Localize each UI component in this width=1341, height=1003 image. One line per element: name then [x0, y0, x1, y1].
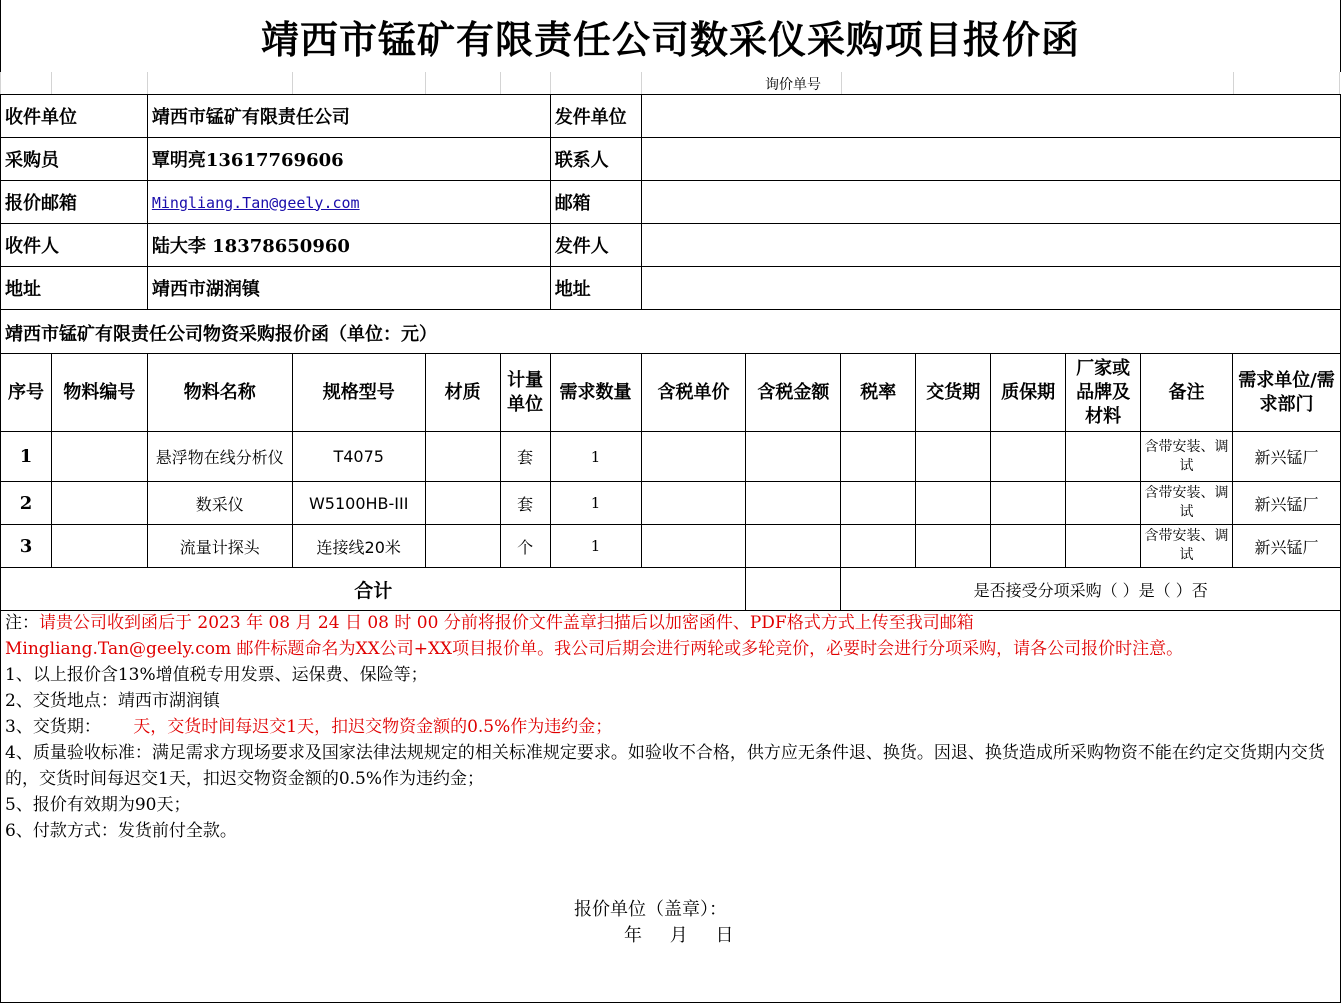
dept-cell: 新兴锰厂 [1233, 482, 1341, 525]
row-number: 2 [1, 482, 52, 525]
total-row [1, 568, 1341, 611]
note-item: 4、质量验收标准：满足需求方现场要求及国家法律法规规定的相关标准规定要求。如验收不合格，供方应无条件退、换货。因退、换货造成所采购物资不能在约定交货期内交货的，交货时间每迟交1天，扣迟交物资金额的0.5%作为违约金； [5, 743, 1325, 789]
delivery-period-text: 天，交货时间每迟交1天，扣迟交物资金额的0.5%作为违约金； [100, 717, 613, 737]
contact-person-label: 联系人 [550, 138, 641, 181]
table-header-row [1, 354, 1341, 432]
col-header: 规格型号 [292, 354, 425, 432]
note-item: 5、报价有效期为90天； [5, 795, 191, 815]
col-header: 交货期 [916, 354, 991, 432]
tax-rate-cell[interactable] [841, 482, 916, 525]
info-row [1, 181, 1341, 224]
spec-cell: 连接线20米 [292, 525, 425, 568]
page-title: 靖西市锰矿有限责任公司数采仪采购项目报价函 [0, 0, 1341, 72]
recipient-unit-label: 收件单位 [1, 95, 148, 138]
col-header: 需求单位/需求部门 [1233, 354, 1341, 432]
note-item: 1、以上报价含13%增值税专用发票、运保费、保险等； [5, 665, 428, 685]
col-header: 含税单价 [641, 354, 746, 432]
material-name-cell: 流量计探头 [147, 525, 292, 568]
email-notice: Mingliang.Tan@geely.com 邮件标题命名为XX公司+XX项目报价单。我公司后期会进行两轮或多轮竞价，必要时会进行分项采购，请各公司报价时注意。 [5, 639, 1184, 659]
note-item [5, 714, 1340, 740]
sender-address-label: 地址 [550, 267, 641, 310]
col-header: 物料编号 [51, 354, 147, 432]
buyer-label: 采购员 [1, 138, 148, 181]
info-row [1, 224, 1341, 267]
warranty-cell[interactable] [991, 482, 1066, 525]
buyer-value: 覃明亮13617769606 [147, 138, 550, 181]
amount-cell[interactable] [746, 525, 841, 568]
unit-cell: 套 [500, 432, 550, 482]
section-title: 靖西市锰矿有限责任公司物资采购报价函（单位：元） [0, 310, 1341, 353]
brand-cell[interactable] [1066, 525, 1141, 568]
brand-cell[interactable] [1066, 432, 1141, 482]
quote-email-cell [147, 181, 550, 224]
col-header: 厂家或品牌及材料 [1066, 354, 1141, 432]
delivery-cell[interactable] [916, 482, 991, 525]
inquiry-number-label: 询价单号 [765, 77, 821, 93]
address-value: 靖西市湖润镇 [147, 267, 550, 310]
warranty-cell[interactable] [991, 432, 1066, 482]
info-row [1, 267, 1341, 310]
qty-cell: 1 [550, 482, 641, 525]
table-row [1, 432, 1341, 482]
contact-info-table [0, 94, 1341, 310]
receiver-label: 收件人 [1, 224, 148, 267]
info-row [1, 138, 1341, 181]
amount-cell[interactable] [746, 482, 841, 525]
unit-cell: 套 [500, 482, 550, 525]
note-item: 2、交货地点：靖西市湖润镇 [5, 691, 220, 711]
deadline-notice: 请贵公司收到函后于 2023 年 08 月 24 日 08 时 00 分前将报价文件盖章扫描后以加密函件、PDF格式方式上传至我司邮箱 [39, 613, 974, 633]
warranty-cell[interactable] [991, 525, 1066, 568]
spec-cell: W5100HB-III [292, 482, 425, 525]
col-header: 备注 [1141, 354, 1233, 432]
note-prefix: 注： [5, 613, 39, 633]
remark-cell: 含带安装、调试 [1141, 482, 1233, 525]
col-header: 计量单位 [500, 354, 550, 432]
quote-email-link[interactable]: Mingliang.Tan@geely.com [151, 193, 360, 212]
date-label: 年 月 日 [624, 925, 734, 946]
quote-email-label: 报价邮箱 [1, 181, 148, 224]
brand-cell[interactable] [1066, 482, 1141, 525]
note-line [5, 610, 1340, 636]
col-header: 物料名称 [147, 354, 292, 432]
recipient-unit-value: 靖西市锰矿有限责任公司 [147, 95, 550, 138]
row-number: 3 [1, 525, 52, 568]
address-label: 地址 [1, 267, 148, 310]
email-field[interactable] [641, 181, 1340, 224]
note-item: 6、付款方式：发货前付全款。 [5, 821, 237, 841]
sender-unit-field[interactable] [641, 95, 1340, 138]
table-row [1, 482, 1341, 525]
material-cell[interactable] [425, 482, 500, 525]
material-cell[interactable] [425, 432, 500, 482]
remark-cell: 含带安装、调试 [1141, 432, 1233, 482]
partial-purchase-option: 是否接受分项采购（ ）是（ ）否 [841, 568, 1341, 611]
col-header: 材质 [425, 354, 500, 432]
delivery-cell[interactable] [916, 432, 991, 482]
stamp-label: 报价单位（盖章）： [574, 899, 727, 920]
sender-field[interactable] [641, 224, 1340, 267]
info-row [1, 95, 1341, 138]
delivery-cell[interactable] [916, 525, 991, 568]
qty-cell: 1 [550, 525, 641, 568]
sender-address-field[interactable] [641, 267, 1340, 310]
row-number: 1 [1, 432, 52, 482]
material-code-cell[interactable] [51, 525, 147, 568]
amount-cell[interactable] [746, 432, 841, 482]
contact-person-field[interactable] [641, 138, 1340, 181]
receiver-value: 陆大李 18378650960 [147, 224, 550, 267]
material-cell[interactable] [425, 525, 500, 568]
dept-cell: 新兴锰厂 [1233, 432, 1341, 482]
col-header: 含税金额 [746, 354, 841, 432]
material-code-cell[interactable] [51, 482, 147, 525]
email-label: 邮箱 [550, 181, 641, 224]
sender-unit-label: 发件单位 [550, 95, 641, 138]
unit-cell: 个 [500, 525, 550, 568]
total-label: 合计 [1, 568, 746, 611]
spec-cell: T4075 [292, 432, 425, 482]
col-header: 税率 [841, 354, 916, 432]
col-header: 需求数量 [550, 354, 641, 432]
items-table [0, 353, 1341, 611]
sender-label: 发件人 [550, 224, 641, 267]
inquiry-number-row [0, 72, 1341, 94]
signature-block [574, 897, 733, 949]
dept-cell: 新兴锰厂 [1233, 525, 1341, 568]
unit-price-cell[interactable] [641, 482, 746, 525]
material-name-cell: 数采仪 [147, 482, 292, 525]
tax-rate-cell[interactable] [841, 525, 916, 568]
qty-cell: 1 [550, 432, 641, 482]
delivery-period-label: 3、交货期： [5, 717, 101, 737]
material-name-cell: 悬浮物在线分析仪 [147, 432, 292, 482]
total-amount-cell[interactable] [746, 568, 841, 611]
col-header: 序号 [1, 354, 52, 432]
material-code-cell[interactable] [51, 432, 147, 482]
remark-cell: 含带安装、调试 [1141, 525, 1233, 568]
unit-price-cell[interactable] [641, 432, 746, 482]
table-row [1, 525, 1341, 568]
tax-rate-cell[interactable] [841, 432, 916, 482]
col-header: 质保期 [991, 354, 1066, 432]
unit-price-cell[interactable] [641, 525, 746, 568]
